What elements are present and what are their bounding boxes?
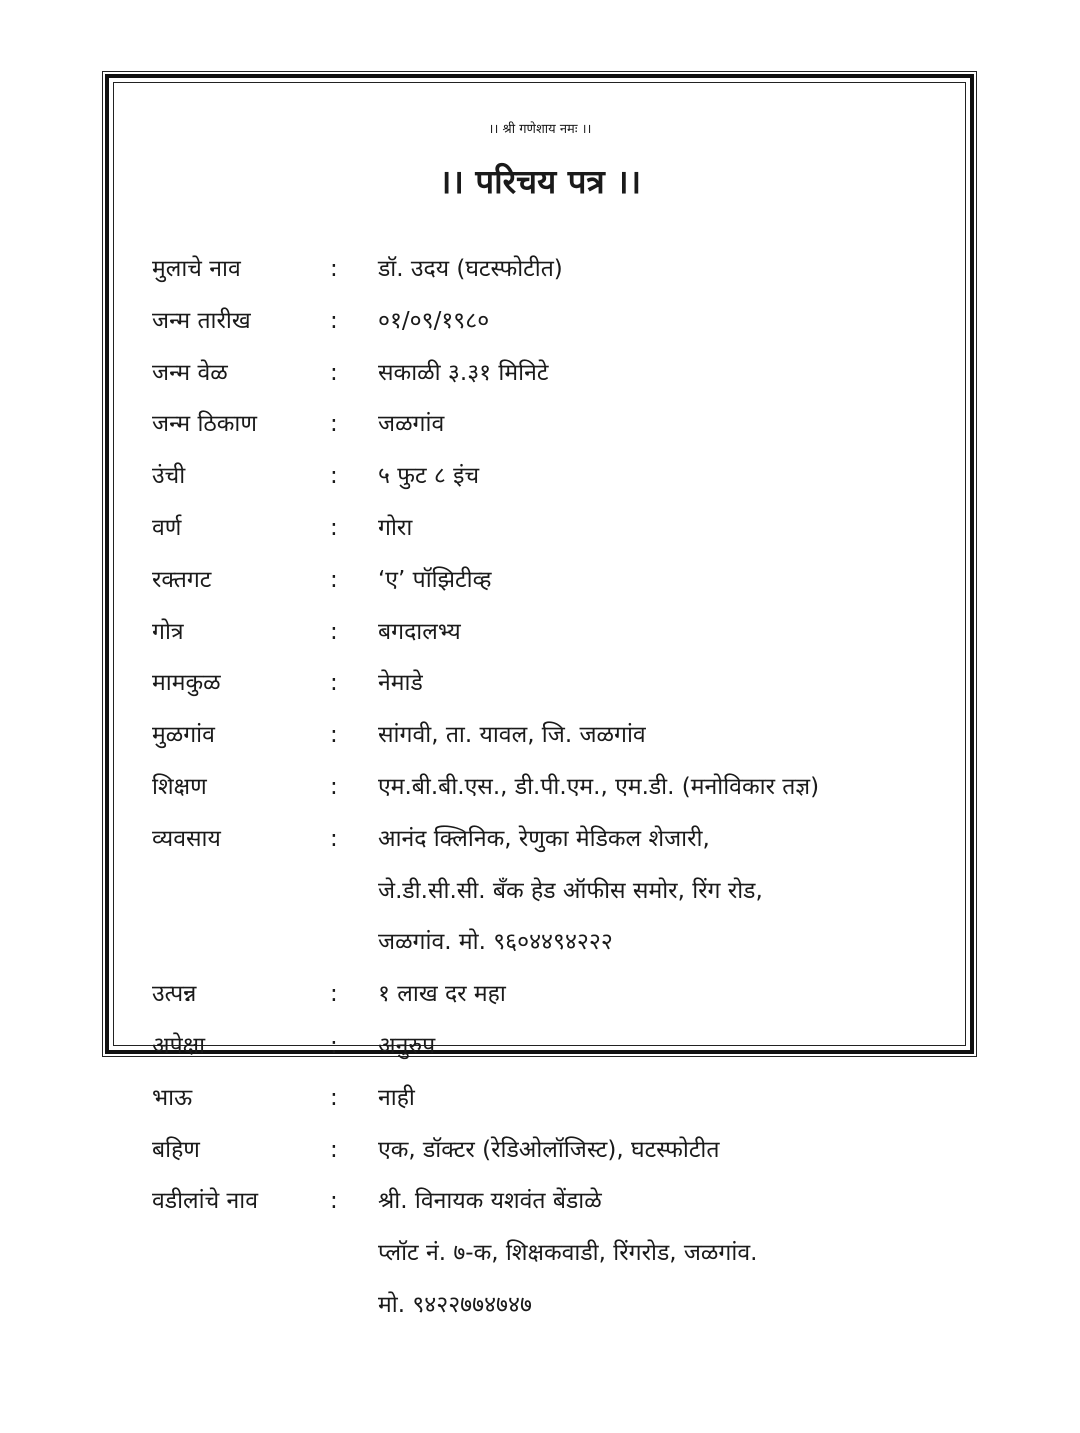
field-value [378,503,952,555]
field-label: शिक्षण [152,773,207,800]
field-value-line: अनुरुप [378,1032,436,1059]
field-value-line: डॉ. उदय (घटस्फोटीत) [378,256,563,282]
field-value-line: जे.डी.सी.सी. बँक हेड ऑफीस समोर, रिंग रोड, [378,877,763,904]
field-value-line: सकाळी ३.३१ मिनिटे [378,359,549,386]
field-value [378,1073,952,1125]
biodata-fields [152,244,952,1332]
field-colon: : [330,514,338,541]
field-colon: : [330,1032,338,1059]
field-value-line: नाही [378,1084,415,1111]
field-row [152,607,952,659]
field-colon: : [330,825,338,852]
field-colon: : [330,307,338,334]
invocation-line: ।। श्री गणेशाय नमः ।। [488,122,592,137]
field-label: रक्तगट [152,566,212,593]
field-value-line: जळगांव. मो. ९६०४४९४२२२ [378,929,613,956]
field-value-line: गोरा [378,514,413,541]
field-value-line: प्लॉट नं. ७-क, शिक्षकवाडी, रिंगरोड, जळगांव. [378,1240,758,1267]
field-value [378,244,952,296]
field-row [152,1021,952,1073]
field-value-line: बगदालभ्य [378,618,461,645]
field-colon: : [330,566,338,593]
field-colon: : [330,463,338,490]
field-row [152,244,952,296]
field-label: वडीलांचे नाव [152,1188,259,1215]
field-value [378,296,952,348]
field-value [378,658,952,710]
field-value-line: नेमाडे [378,670,423,697]
field-label: जन्म तारीख [152,307,251,334]
field-value-line: मो. ९४२२७७४७४७ [378,1291,532,1318]
field-row [152,555,952,607]
field-label: भाऊ [152,1084,193,1111]
field-row [152,451,952,503]
field-value-line: ‘ए’ पॉझिटीव्ह [378,566,492,593]
field-value-line: आनंद क्लिनिक, रेणुका मेडिकल शेजारी, [378,825,710,852]
field-label: व्यवसाय [152,825,221,852]
field-colon: : [330,773,338,800]
field-label: जन्म ठिकाण [152,411,258,438]
field-label: गोत्र [152,618,184,645]
field-row [152,710,952,762]
field-value-line: एम.बी.बी.एस., डी.पी.एम., एम.डी. (मनोविकार तज्ञ) [378,773,820,800]
field-row [152,969,952,1021]
field-value-line: श्री. विनायक यशवंत बेंडाळे [378,1188,602,1215]
field-value [378,1176,952,1331]
field-row [152,348,952,400]
field-colon: : [330,670,338,697]
field-label: वर्ण [152,514,182,541]
field-colon: : [330,618,338,645]
field-value [378,1125,952,1177]
field-value [378,607,952,659]
field-value [378,348,952,400]
field-label: मुळगांव [152,722,215,749]
field-colon: : [330,722,338,749]
field-value-line: जळगांव [378,411,445,438]
field-row [152,1125,952,1177]
field-row [152,1073,952,1125]
field-value-line: ५ फुट ८ इंच [378,463,480,490]
field-value [378,555,952,607]
field-value [378,399,952,451]
field-colon: : [330,411,338,438]
field-label: अपेक्षा [152,1032,206,1059]
field-colon: : [330,1188,338,1215]
field-row [152,1176,952,1331]
field-row [152,296,952,348]
field-value [378,762,952,814]
field-colon: : [330,359,338,386]
field-colon: : [330,981,338,1008]
field-row [152,814,952,969]
field-label: बहिण [152,1136,200,1163]
field-value [378,969,952,1021]
field-row [152,658,952,710]
field-value-line: ०१/०९/१९८० [378,307,490,334]
field-label: मुलाचे नाव [152,256,241,282]
field-colon: : [330,1136,338,1163]
field-value-line: सांगवी, ता. यावल, जि. जळगांव [378,722,646,749]
page-title: ।। परिचय पत्र ।। [438,162,642,201]
field-colon: : [330,1084,338,1111]
field-value [378,814,952,969]
field-value [378,451,952,503]
field-label: जन्म वेळ [152,359,228,386]
field-label: मामकुळ [152,670,221,697]
field-row [152,503,952,555]
field-label: उंची [152,463,186,490]
field-value [378,710,952,762]
field-value-line: १ लाख दर महा [378,981,506,1008]
field-row [152,399,952,451]
field-row [152,762,952,814]
field-value [378,1021,952,1073]
field-label: उत्पन्न [152,981,197,1008]
field-value-line: एक, डॉक्टर (रेडिओलॉजिस्ट), घटस्फोटीत [378,1136,720,1163]
field-colon: : [330,256,338,282]
